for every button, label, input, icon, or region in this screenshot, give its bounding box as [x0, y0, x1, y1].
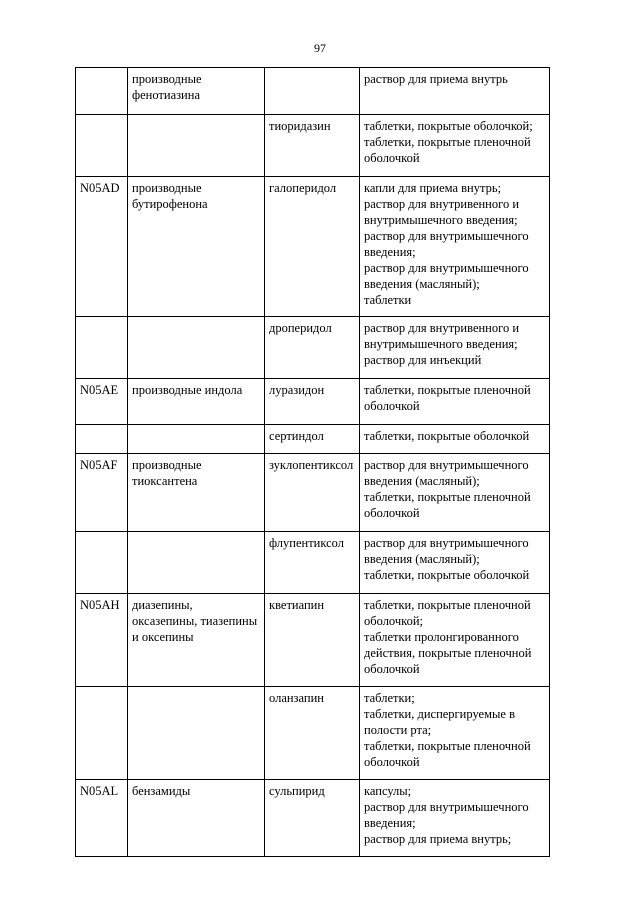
- drug-group-cell: [128, 780, 265, 857]
- dosage-form-line: раствор для внутримышечного: [364, 800, 529, 814]
- dosage-form-line: таблетки, покрытые пленочной: [364, 383, 531, 397]
- dosage-form-line: раствор для приема внутрь: [364, 72, 508, 86]
- drug-group-line: оксазепины, тиазепины: [132, 614, 258, 628]
- dosage-form-line: внутримышечного введения;: [364, 337, 518, 351]
- drug-group-line: тиоксантена: [132, 474, 198, 488]
- atc-code-cell: [76, 317, 128, 379]
- dosage-form-line: таблетки, покрытые оболочкой: [364, 568, 530, 582]
- dosage-form-cell: [360, 317, 550, 379]
- drug-group-line: производные: [132, 72, 202, 86]
- drug-group-line: производные индола: [132, 383, 243, 397]
- dosage-form-line: таблетки, покрытые пленочной: [364, 598, 531, 612]
- dosage-form-line: капсулы;: [364, 784, 412, 798]
- drug-group-line: диазепины,: [132, 598, 193, 612]
- table-row: [76, 687, 550, 780]
- dosage-form-cell: [360, 780, 550, 857]
- dosage-form-line: раствор для внутримышечного: [364, 536, 529, 550]
- dosage-form-line: введения;: [364, 245, 416, 259]
- dosage-form-cell: [360, 425, 550, 454]
- drug-group-line: и оксепины: [132, 630, 194, 644]
- atc-code-cell: [76, 687, 128, 780]
- drug-group-cell: [128, 379, 265, 425]
- dosage-form-line: капли для приема внутрь;: [364, 181, 502, 195]
- dosage-form-cell: [360, 68, 550, 115]
- atc-code-cell: [76, 68, 128, 115]
- drug-group-line: производные: [132, 458, 202, 472]
- dosage-form-line: таблетки, покрытые пленочной: [364, 135, 531, 149]
- dosage-form-line: таблетки;: [364, 691, 415, 705]
- atc-code-cell: [76, 532, 128, 594]
- dosage-form-line: оболочкой: [364, 662, 420, 676]
- atc-code-cell: N05AD: [76, 177, 128, 317]
- table-row: [76, 425, 550, 454]
- page-number: 97: [314, 41, 326, 55]
- drug-name-cell: оланзапин: [265, 687, 360, 780]
- dosage-form-cell: [360, 687, 550, 780]
- dosage-form-cell: [360, 532, 550, 594]
- drug-name-cell: галоперидол: [265, 177, 360, 317]
- drug-group-line: производные: [132, 181, 202, 195]
- drug-name-cell: кветиапин: [265, 594, 360, 687]
- dosage-form-line: раствор для внутримышечного: [364, 261, 529, 275]
- dosage-form-line: раствор для внутримышечного: [364, 229, 529, 243]
- dosage-form-line: введения (масляный);: [364, 277, 480, 291]
- drug-name-cell: зуклопентиксол: [265, 454, 360, 532]
- atc-code-cell: N05AL: [76, 780, 128, 857]
- drug-group-line: бутирофенона: [132, 197, 208, 211]
- table-row: [76, 68, 550, 115]
- drug-name-cell: тиоридазин: [265, 115, 360, 177]
- dosage-form-cell: [360, 379, 550, 425]
- dosage-form-line: полости рта;: [364, 723, 432, 737]
- table-row: [76, 780, 550, 857]
- drug-group-cell: [128, 115, 265, 177]
- drug-group-line: фенотиазина: [132, 88, 200, 102]
- drug-name-cell: сульпирид: [265, 780, 360, 857]
- drug-name-cell: дроперидол: [265, 317, 360, 379]
- drug-group-cell: [128, 425, 265, 454]
- dosage-form-line: раствор для внутривенного и: [364, 321, 520, 335]
- dosage-form-line: таблетки, диспергируемые в: [364, 707, 515, 721]
- dosage-form-line: таблетки, покрытые оболочкой;: [364, 119, 533, 133]
- atc-code-cell: N05AF: [76, 454, 128, 532]
- drug-name-cell: флупентиксол: [265, 532, 360, 594]
- dosage-form-cell: [360, 177, 550, 317]
- dosage-form-line: оболочкой: [364, 506, 420, 520]
- drug-group-cell: [128, 532, 265, 594]
- atc-code-cell: N05AH: [76, 594, 128, 687]
- drug-group-cell: [128, 317, 265, 379]
- atc-code-cell: [76, 115, 128, 177]
- dosage-form-line: введения (масляный);: [364, 552, 480, 566]
- atc-code-cell: N05AE: [76, 379, 128, 425]
- drug-group-cell: [128, 454, 265, 532]
- dosage-form-cell: [360, 115, 550, 177]
- drug-table: [75, 67, 550, 857]
- table-row: [76, 115, 550, 177]
- table-body: [76, 68, 550, 857]
- drug-name-cell: луразидон: [265, 379, 360, 425]
- dosage-form-line: раствор для внутримышечного: [364, 458, 529, 472]
- dosage-form-line: таблетки, покрытые оболочкой: [364, 429, 530, 443]
- dosage-form-line: раствор для внутривенного и: [364, 197, 520, 211]
- dosage-form-cell: [360, 454, 550, 532]
- table-row: [76, 317, 550, 379]
- drug-name-cell: сертиндол: [265, 425, 360, 454]
- table-row: [76, 594, 550, 687]
- table-row: [76, 532, 550, 594]
- dosage-form-line: введения;: [364, 816, 416, 830]
- dosage-form-line: оболочкой: [364, 755, 420, 769]
- dosage-form-line: таблетки, покрытые пленочной: [364, 490, 531, 504]
- drug-group-cell: [128, 68, 265, 115]
- drug-group-cell: [128, 594, 265, 687]
- dosage-form-line: таблетки: [364, 293, 412, 307]
- drug-group-line: бензамиды: [132, 784, 191, 798]
- dosage-form-line: введения (масляный);: [364, 474, 480, 488]
- dosage-form-line: оболочкой: [364, 399, 420, 413]
- drug-group-cell: [128, 687, 265, 780]
- table-row: [76, 379, 550, 425]
- dosage-form-line: действия, покрытые пленочной: [364, 646, 532, 660]
- dosage-form-cell: [360, 594, 550, 687]
- dosage-form-line: раствор для приема внутрь;: [364, 832, 512, 846]
- dosage-form-line: внутримышечного введения;: [364, 213, 518, 227]
- dosage-form-line: таблетки пролонгированного: [364, 630, 519, 644]
- dosage-form-line: оболочкой;: [364, 614, 423, 628]
- table-row: [76, 177, 550, 317]
- dosage-form-line: оболочкой: [364, 151, 420, 165]
- drug-group-cell: [128, 177, 265, 317]
- dosage-form-line: раствор для инъекций: [364, 353, 482, 367]
- dosage-form-line: таблетки, покрытые пленочной: [364, 739, 531, 753]
- atc-code-cell: [76, 425, 128, 454]
- table-row: [76, 454, 550, 532]
- drug-name-cell: [265, 68, 360, 115]
